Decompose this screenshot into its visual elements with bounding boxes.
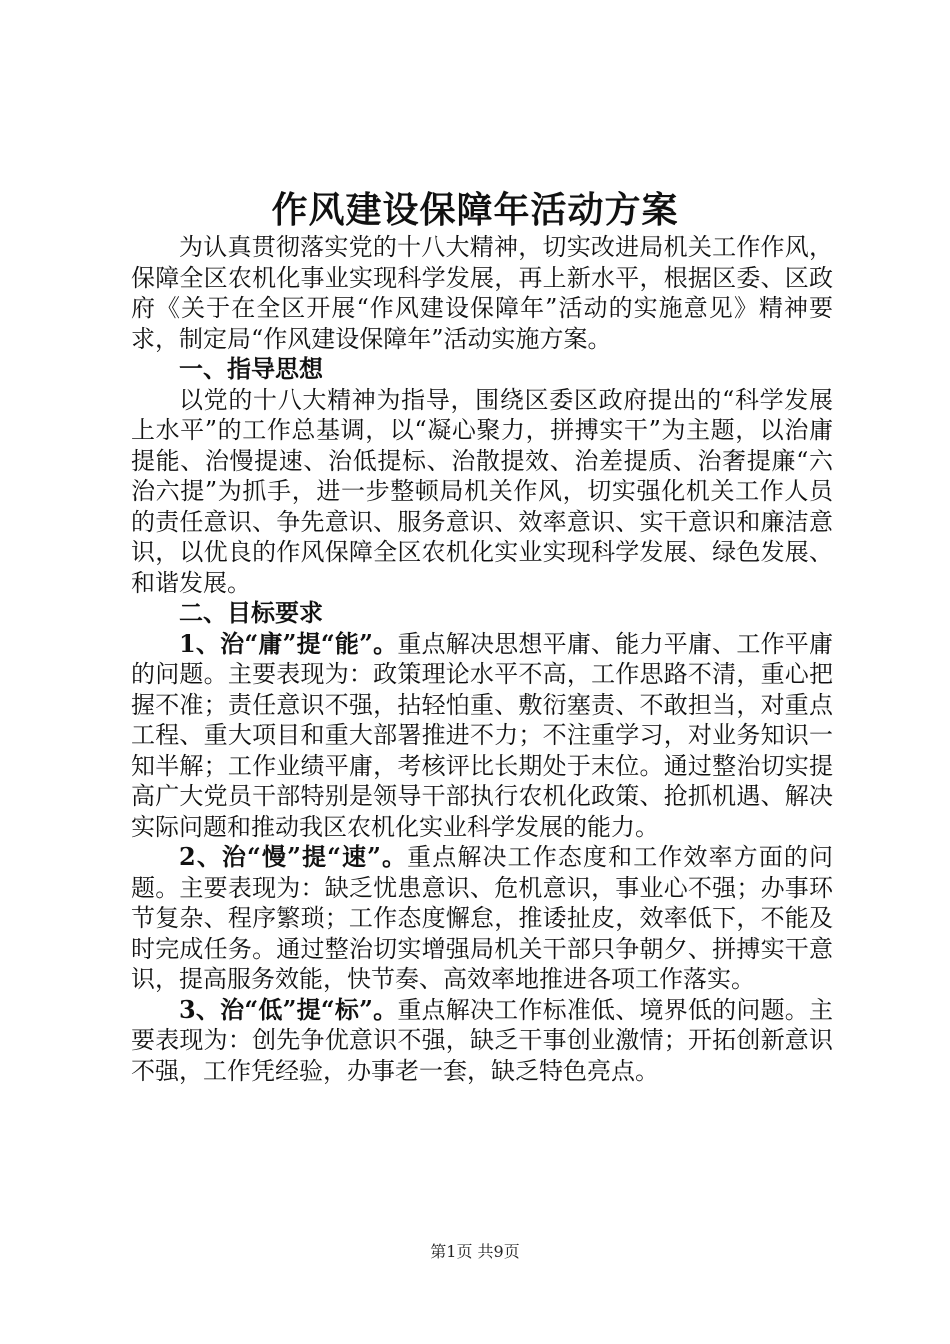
goal-item-3-lead: 3、治“低”提“标”。 [179,994,398,1024]
document-body [131,232,833,1086]
goal-item-3 [131,995,833,1087]
section-heading-guiding-ideology: 一、指导思想 [179,354,323,383]
goal-item-3-text: 重点解决工作标准低、境界低的问题。主要表现为：创先争优意识不强，缺乏干事创业激情；开拓创新意识不强，工作凭经验，办事老一套，缺乏特色亮点。 [131,995,834,1085]
goal-item-1-text: 重点解决思想平庸、能力平庸、工作平庸的问题。主要表现为：政策理论水平不高，工作思路不清，重心把握不准；责任意识不强，拈轻怕重、敷衍塞责、不敢担当，对重点工程、重大项目和重大部署推进不力；不注重学习，对业务知识一知半解；工作业绩平庸，考核评比长期处于末位。通过整治切实提高广大党员干部特别是领导干部执行农机化政策、抢抓机遇、解决实际问题和推动我区农机化实业科学发展的能力。 [131,629,834,841]
goal-item-2 [131,842,833,995]
goal-item-1-lead: 1、治“庸”提“能”。 [179,628,398,658]
goal-item-1 [131,629,833,843]
document-title: 作风建设保障年活动方案 [271,189,679,231]
goal-item-2-text: 重点解决工作态度和工作效率方面的问题。主要表现为：缺乏忧患意识、危机意识，事业心不强；办事环节复杂、程序繁琐；工作态度懈怠，推诿扯皮，效率低下，不能及时完成任务。通过整治切实增强局机关干部只争朝夕、拼搏实干意识，提高服务效能，快节奏、高效率地推进各项工作落实。 [131,843,833,993]
goal-item-2-lead: 2、治“慢”提“速”。 [179,842,408,871]
intro-paragraph: 为认真贯彻落实党的十八大精神，切实改进局机关工作作风，保障全区农机化事业实现科学发展，再上新水平，根据区委、区政府《关于在全区开展“作风建设保障年”活动的实施意见》精神要求，制定局“作风建设保障年”活动实施方案。 [131,233,833,353]
section-paragraph-guiding-ideology: 以党的十八大精神为指导，围绕区委区政府提出的“科学发展上水平”的工作总基调，以“凝心聚力，拼搏实干”为主题，以治庸提能、治慢提速、治低提标、治散提效、治差提质、治奢提廉“六治六提”为抓手，进一步整顿局机关作风，切实强化机关工作人员的责任意识、争先意识、服务意识、效率意识、实干意识和廉洁意识，以优良的作风保障全区农机化实业实现科学发展、绿色发展、和谐发展。 [131,385,833,597]
section-heading-goals: 二、目标要求 [179,598,323,627]
page-footer: 第1页 共9页 [430,1242,520,1261]
